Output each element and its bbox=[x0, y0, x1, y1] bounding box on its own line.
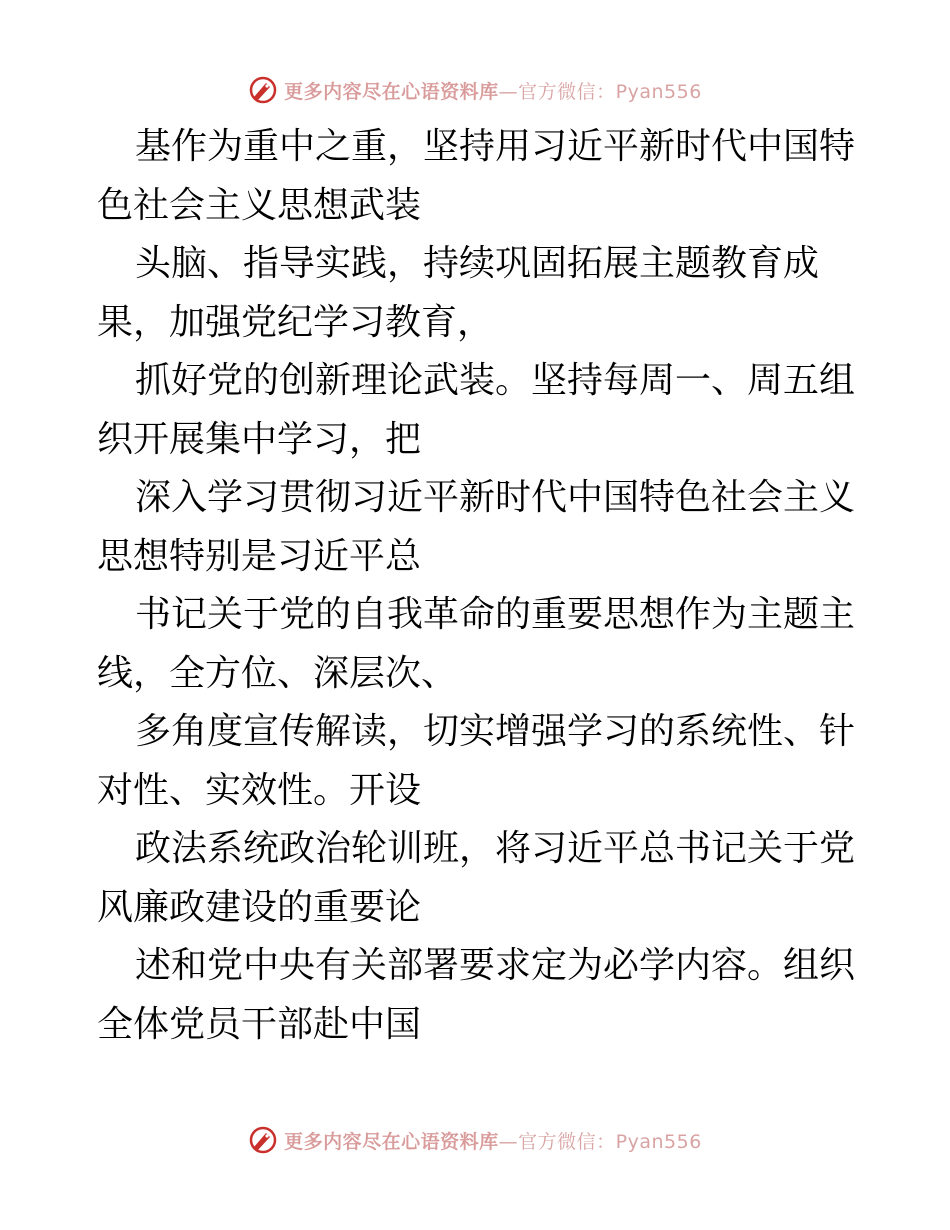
header-banner-text bbox=[284, 77, 702, 104]
document-body bbox=[97, 118, 867, 1054]
footer-banner-rest: —官方微信：Pyan556 bbox=[498, 1130, 702, 1153]
paragraph-8: 述和党中央有关部署要求定为必学内容。组织全体党员干部赴中国 bbox=[97, 945, 856, 1045]
paragraph-6: 多角度宣传解读，切实增强学习的系统性、针对性、实效性。开设 bbox=[97, 711, 856, 811]
pen-nib-logo-icon bbox=[248, 75, 278, 105]
paragraph-4: 深入学习贯彻习近平新时代中国特色社会主义思想特别是习近平总 bbox=[97, 477, 856, 577]
paragraph-2: 头脑、指导实践，持续巩固拓展主题教育成果，加强党纪学习教育， bbox=[97, 243, 820, 343]
paragraph-3: 抓好党的创新理论武装。坚持每周一、周五组织开展集中学习，把 bbox=[97, 360, 856, 460]
header-watermark-banner bbox=[0, 70, 950, 110]
header-banner-main: 更多内容尽在心语资料库 bbox=[284, 80, 499, 103]
paragraph-1: 基作为重中之重，坚持用习近平新时代中国特色社会主义思想武装 bbox=[97, 126, 856, 226]
footer-banner-text bbox=[284, 1127, 702, 1154]
paragraph-7: 政法系统政治轮训班，将习近平总书记关于党风廉政建设的重要论 bbox=[97, 828, 856, 928]
pen-nib-logo-icon bbox=[248, 1125, 278, 1155]
paragraph-5: 书记关于党的自我革命的重要思想作为主题主线，全方位、深层次、 bbox=[97, 594, 856, 694]
header-banner-rest: —官方微信：Pyan556 bbox=[498, 80, 702, 103]
footer-banner-main: 更多内容尽在心语资料库 bbox=[284, 1130, 499, 1153]
footer-watermark-banner bbox=[0, 1120, 950, 1160]
